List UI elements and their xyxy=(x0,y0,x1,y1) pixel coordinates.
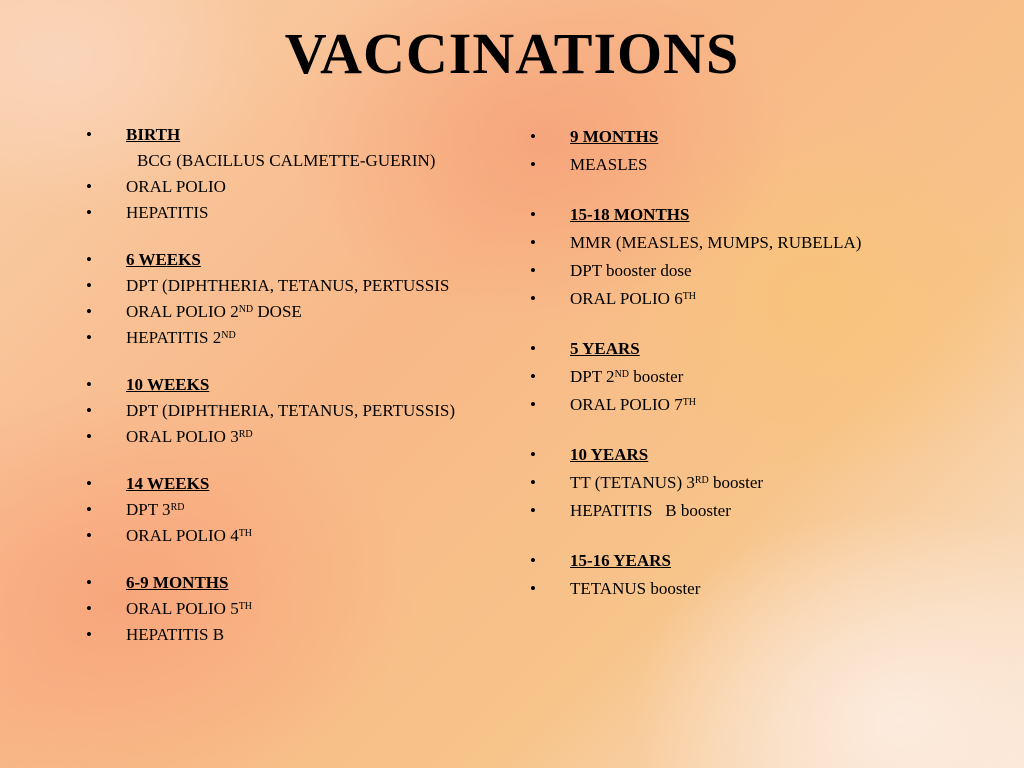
list-item-6-9-months-heading xyxy=(84,572,504,593)
item-text: HEPATITIS B booster xyxy=(570,501,731,520)
spacer xyxy=(84,353,504,374)
item-text: ORAL POLIO xyxy=(126,177,226,196)
list-item-tetanus-booster xyxy=(528,578,968,599)
list-item-hepatitis xyxy=(84,202,504,223)
ordinal-suffix: ND xyxy=(238,304,254,315)
bullet-icon: • xyxy=(86,500,92,519)
bullet-icon: • xyxy=(86,599,92,618)
ordinal-suffix: RD xyxy=(694,475,709,486)
section-heading: 6 WEEKS xyxy=(126,250,201,269)
item-text-tail: DOSE xyxy=(253,302,302,321)
bullet-icon: • xyxy=(86,203,92,222)
ordinal-suffix: TH xyxy=(682,397,697,408)
item-text: DPT 2 xyxy=(570,367,615,386)
section-heading: 6-9 MONTHS xyxy=(126,573,229,592)
item-text: MMR (MEASLES, MUMPS, RUBELLA) xyxy=(570,233,862,252)
bullet-icon: • xyxy=(530,233,536,252)
item-text: TT (TETANUS) 3 xyxy=(570,473,695,492)
ordinal-suffix: RD xyxy=(170,502,185,513)
list-item-oral-polio-2nd xyxy=(84,301,504,322)
bullet-icon: • xyxy=(530,367,536,386)
spacer xyxy=(528,528,968,550)
bullet-icon: • xyxy=(86,427,92,446)
item-text-tail: booster xyxy=(629,367,684,386)
list-item-dpt-booster xyxy=(528,260,968,281)
item-text: HEPATITIS xyxy=(126,203,209,222)
bullet-icon: • xyxy=(530,205,536,224)
section-heading: BIRTH xyxy=(126,125,181,144)
bullet-icon: • xyxy=(530,289,536,308)
list-item-6-weeks-heading xyxy=(84,249,504,270)
bullet-icon: • xyxy=(86,573,92,592)
item-text: DPT booster dose xyxy=(570,261,692,280)
list-item-15-16-years-heading xyxy=(528,550,968,571)
section-heading: 9 MONTHS xyxy=(570,127,659,146)
item-text-tail: booster xyxy=(708,473,764,492)
slide-title: VACCINATIONS xyxy=(284,21,740,86)
bullet-icon: • xyxy=(86,526,92,545)
item-text: TETANUS booster xyxy=(570,579,701,598)
list-item-oral-polio-7th xyxy=(528,394,968,415)
ordinal-suffix: TH xyxy=(682,291,697,302)
left-column xyxy=(84,124,504,650)
ordinal-suffix: ND xyxy=(221,330,236,341)
item-text: MEASLES xyxy=(570,155,648,174)
list-item-dpt-2nd-booster xyxy=(528,366,968,387)
bullet-icon: • xyxy=(530,473,536,492)
item-text: ORAL POLIO 7 xyxy=(570,395,683,414)
list-subitem-bcg: BCG (BACILLUS CALMETTE-GUERIN) xyxy=(137,151,436,170)
spacer xyxy=(84,228,504,249)
bullet-icon: • xyxy=(530,261,536,280)
item-text: DPT (DIPHTHERIA, TETANUS, PERTUSSIS) xyxy=(126,401,455,420)
item-text: ORAL POLIO 5 xyxy=(126,599,239,618)
spacer xyxy=(528,182,968,204)
bullet-icon: • xyxy=(86,276,92,295)
spacer xyxy=(528,422,968,444)
list-item-14-weeks-heading xyxy=(84,473,504,494)
bullet-icon: • xyxy=(86,401,92,420)
list-item-oral-polio-6th xyxy=(528,288,968,309)
list-item-mmr xyxy=(528,232,968,253)
bullet-icon: • xyxy=(86,375,92,394)
list-item-hepatitis-b-booster xyxy=(528,500,968,521)
bullet-icon: • xyxy=(86,302,92,321)
bullet-icon: • xyxy=(530,579,536,598)
section-heading: 10 YEARS xyxy=(570,445,649,464)
ordinal-suffix: TH xyxy=(238,601,253,612)
list-item-oral-polio-4th xyxy=(84,525,504,546)
bullet-icon: • xyxy=(86,328,92,347)
bullet-icon: • xyxy=(530,155,536,174)
list-item-15-18-months-heading xyxy=(528,204,968,225)
bullet-icon: • xyxy=(86,474,92,493)
vaccination-list-left xyxy=(84,124,504,645)
bullet-icon: • xyxy=(530,501,536,520)
section-heading: 15-16 YEARS xyxy=(570,551,671,570)
item-text: ORAL POLIO 3 xyxy=(126,427,239,446)
list-item-oral-polio-3rd xyxy=(84,426,504,447)
spacer xyxy=(84,551,504,572)
vaccination-list-right xyxy=(528,126,968,599)
bullet-icon: • xyxy=(530,127,536,146)
list-item-dpt xyxy=(84,275,504,296)
list-item-oral-polio xyxy=(84,176,504,197)
bullet-icon: • xyxy=(530,551,536,570)
section-heading: 10 WEEKS xyxy=(126,375,210,394)
bullet-icon: • xyxy=(86,625,92,644)
section-heading: 15-18 MONTHS xyxy=(570,205,690,224)
list-item-hepatitis-b xyxy=(84,624,504,645)
ordinal-suffix: TH xyxy=(238,528,253,539)
bullet-icon: • xyxy=(86,250,92,269)
spacer xyxy=(528,316,968,338)
section-heading: 14 WEEKS xyxy=(126,474,210,493)
list-item-10-weeks-heading xyxy=(84,374,504,395)
spacer xyxy=(84,452,504,473)
list-item-10-years-heading xyxy=(528,444,968,465)
ordinal-suffix: ND xyxy=(614,369,630,380)
section-heading: 5 YEARS xyxy=(570,339,640,358)
item-text: DPT (DIPHTHERIA, TETANUS, PERTUSSIS xyxy=(126,276,450,295)
list-item-measles xyxy=(528,154,968,175)
list-item-dpt xyxy=(84,400,504,421)
ordinal-suffix: RD xyxy=(238,429,253,440)
item-text: ORAL POLIO 2 xyxy=(126,302,239,321)
list-item-tt-3rd-booster xyxy=(528,472,968,493)
bullet-icon: • xyxy=(86,125,92,144)
list-item-5-years-heading xyxy=(528,338,968,359)
bullet-icon: • xyxy=(530,339,536,358)
list-item-hepatitis-2nd xyxy=(84,327,504,348)
list-item-9-months-heading xyxy=(528,126,968,147)
list-item-oral-polio-5th xyxy=(84,598,504,619)
list-item-dpt-3rd xyxy=(84,499,504,520)
bullet-icon: • xyxy=(530,395,536,414)
item-text: HEPATITIS 2 xyxy=(126,328,222,347)
item-text: HEPATITIS B xyxy=(126,625,225,644)
item-text: DPT 3 xyxy=(126,500,171,519)
right-column xyxy=(528,126,968,606)
item-text: ORAL POLIO 4 xyxy=(126,526,239,545)
bullet-icon: • xyxy=(86,177,92,196)
bullet-icon: • xyxy=(530,445,536,464)
item-text: ORAL POLIO 6 xyxy=(570,289,683,308)
list-item-birth-heading xyxy=(84,124,504,145)
